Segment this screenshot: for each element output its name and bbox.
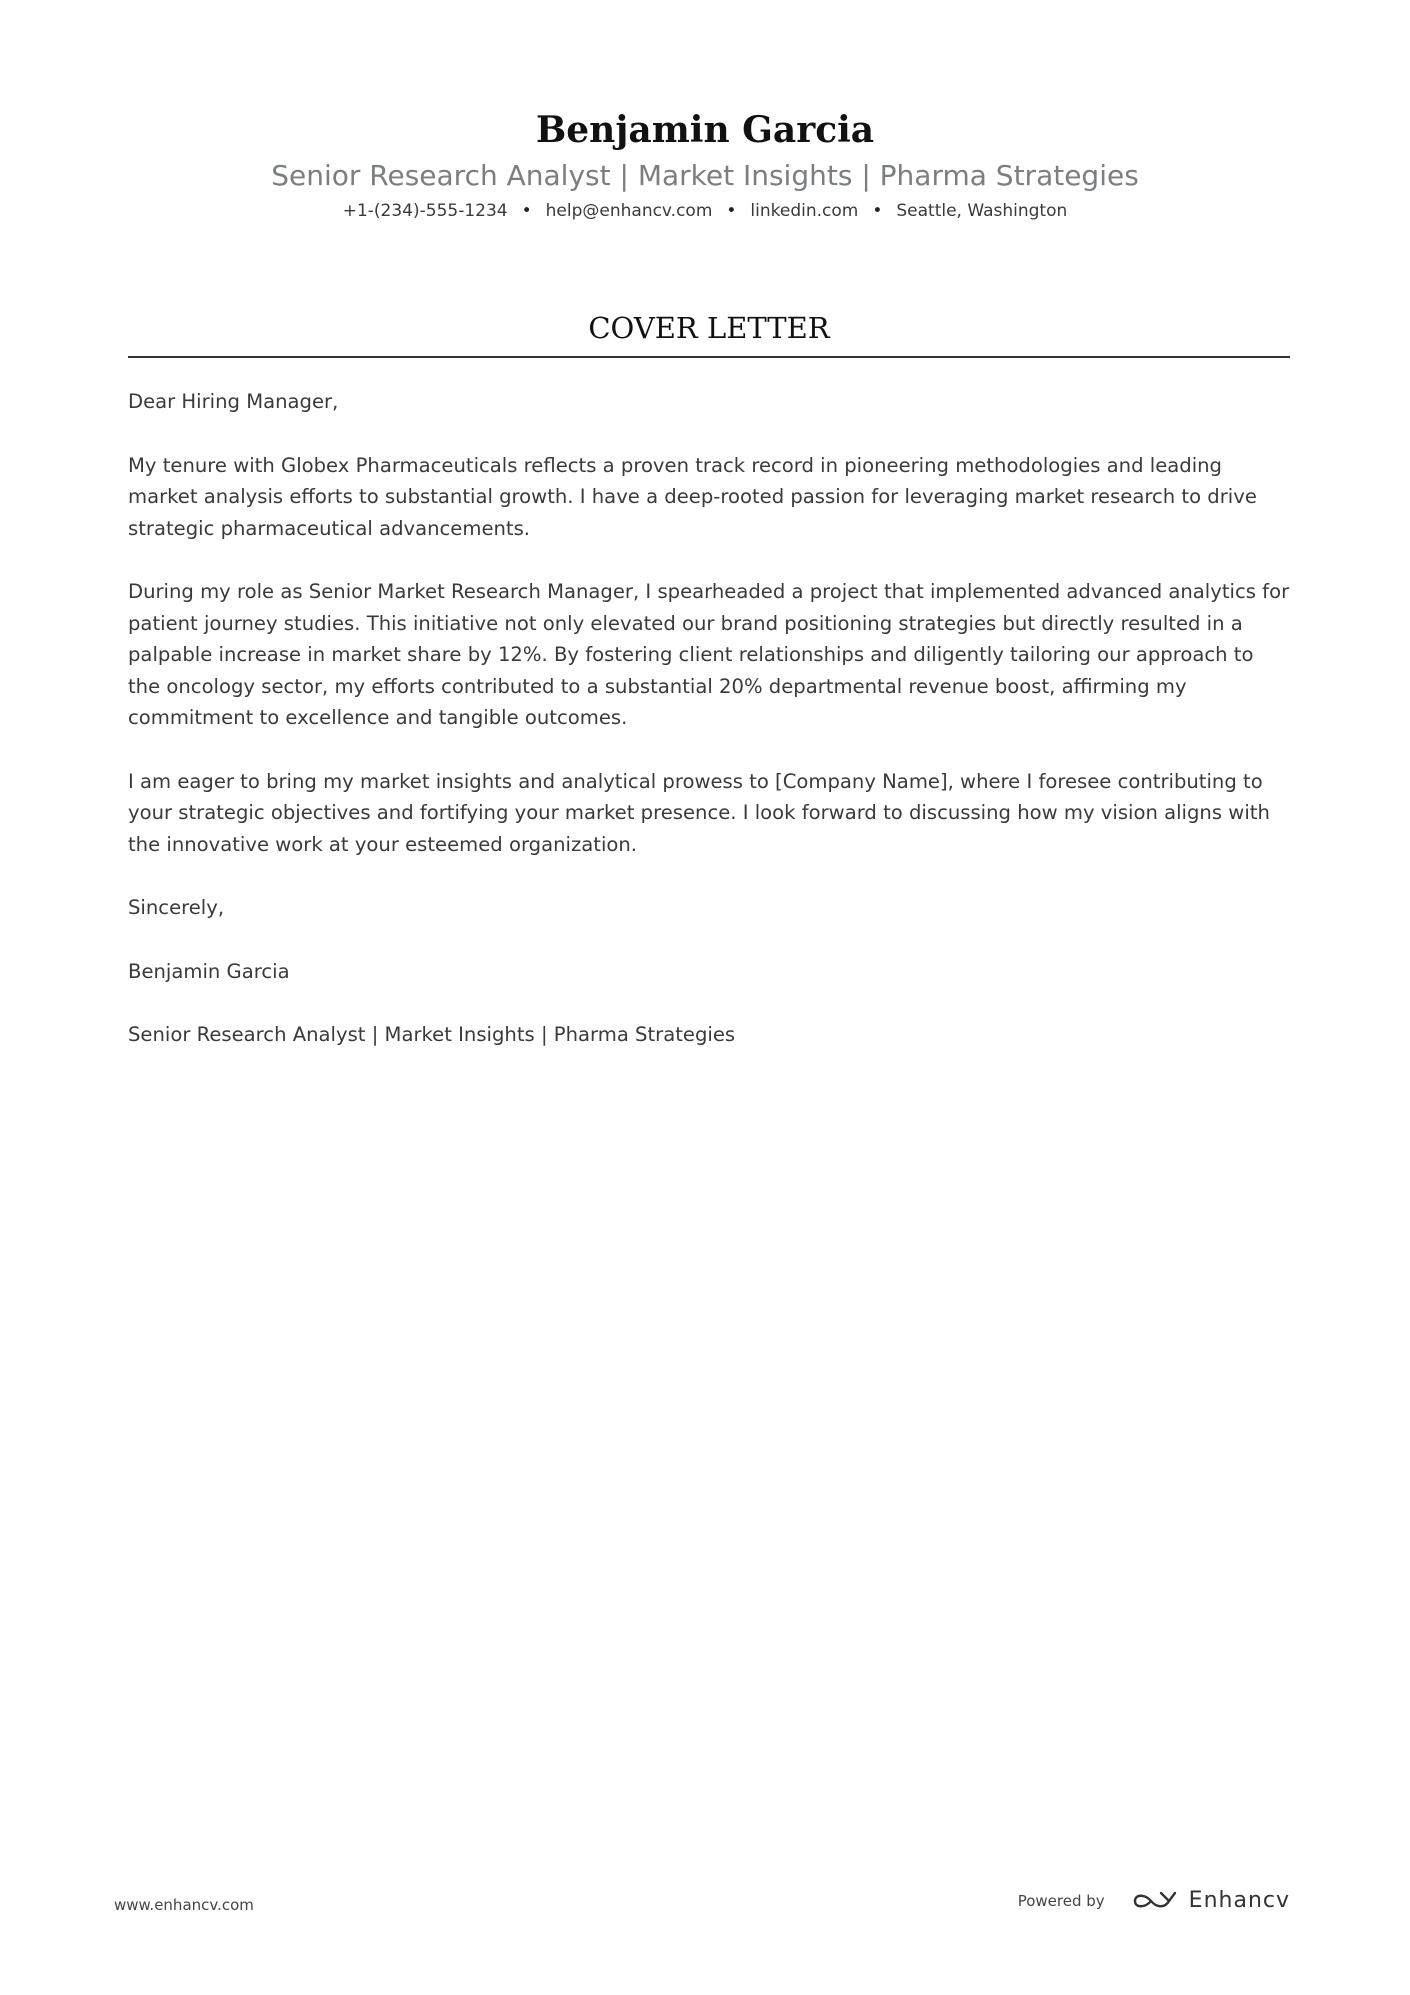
contact-email[interactable]: help@enhancv.com	[545, 201, 713, 221]
contact-separator: •	[521, 201, 532, 221]
letter-greeting: Dear Hiring Manager,	[128, 390, 339, 413]
brand-name: Enhancv	[1188, 1888, 1290, 1913]
candidate-name: Benjamin Garcia	[535, 109, 875, 151]
contact-location: Seattle, Washington	[896, 201, 1068, 221]
document-header	[0, 108, 1410, 222]
footer-website[interactable]: www.enhancv.com	[114, 1896, 254, 1914]
signature-name: Benjamin Garcia	[128, 959, 290, 983]
letter-paragraph: I am eager to bring my market insights and analytical prowess to [Company Name], where I foresee contributing to your strategic objectives and fortifying your market presence. I look forward to discussing how my vision aligns with the innovative work at your esteemed organization.	[128, 769, 1270, 856]
contact-phone[interactable]: +1-(234)-555-1234	[342, 201, 508, 221]
section-title: COVER LETTER	[588, 311, 830, 345]
candidate-headline: Senior Research Analyst | Market Insights | Pharma Strategies	[271, 159, 1139, 192]
brand-link[interactable]	[1131, 1888, 1290, 1913]
contact-line	[0, 200, 1410, 222]
section-divider	[128, 356, 1290, 358]
contact-separator: •	[872, 201, 883, 221]
letter-paragraph: My tenure with Globex Pharmaceuticals reflects a proven track record in pioneering methodologies and leading market analysis efforts to substantial growth. I have a deep-rooted passion for leveraging market research to drive strategic pharmaceutical advancements.	[128, 453, 1257, 540]
signature-title: Senior Research Analyst | Market Insights | Pharma Strategies	[128, 1023, 736, 1046]
powered-by-label: Powered by	[1017, 1891, 1105, 1910]
enhancv-logo-icon	[1131, 1889, 1177, 1913]
letter-closing: Sincerely,	[128, 896, 225, 919]
contact-separator: •	[726, 201, 737, 221]
footer-branding	[1018, 1888, 1290, 1913]
letter-paragraph: During my role as Senior Market Research Manager, I spearheaded a project that implemented advanced analytics for patient journey studies. This initiative not only elevated our brand positioning strategies but directly resulted in a palpable increase in market share by 12%. By fostering client relationships and diligently tailoring our approach to the oncology sector, my efforts contributed to a substantial 20% departmental revenue boost, affirming my commitment to excellence and tangible outcomes.	[128, 580, 1290, 729]
contact-linkedin[interactable]: linkedin.com	[750, 201, 859, 221]
letter-body	[128, 386, 1290, 1083]
